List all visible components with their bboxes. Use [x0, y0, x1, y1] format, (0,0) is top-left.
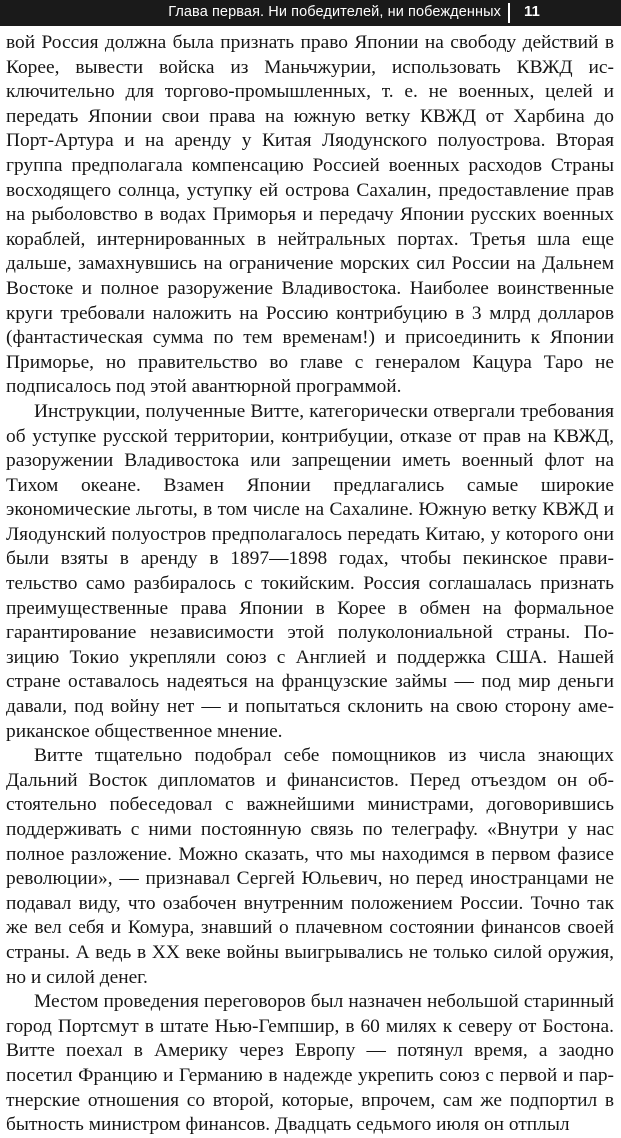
paragraph-4: Местом проведения переговоров был назначен небольшой старинный город Портсмут в штате Нью-Гемпшир, в 60 милях к северу от Бостона. Витте поехал в Америку через Европу — потянул время, а заодно посетил Францию и Германию в надежде укрепить союз с первой и партнерские отношения со второй, которые, впрочем, сам же подпортил в бытность министром финансов. Двадцать седьмого июля он отплыл [6, 991, 614, 1136]
body-text [6, 31, 614, 1138]
page-number: 11 [524, 3, 540, 20]
paragraph-1: вой Россия должна была признать право Японии на свободу действий в Корее, вывести войска из Маньчжурии, использовать КВЖД исключительно для торгово-промышленных, т. е. не военных, целей и передать Японии свои права на южную ветку КВЖД от Харбина до Порт-Артура и на аренду у Китая Ляодунского полуострова. Вторая группа предполагала компенсацию Россией военных расходов Страны восходящего солнца, уступку ей острова Сахалин, предоставление прав на рыболовство в водах Приморья и передачу Японии русских военных кораблей, интернированных в нейтральных портах. Третья шла еще дальше, замахнувшись на ограничение морских сил России на Дальнем Востоке и полное разоружение Владивостока. Наиболее воинственные круги требовали наложить на Россию контрибуцию в 3 млрд долларов (фантастическая сумма по тем временам!) и присоединить к Японии Приморье, но правительство во главе с генералом Кацура Таро не подписалось под этой авантюрной программой. [6, 32, 614, 398]
header-divider [508, 3, 510, 23]
paragraph-3: Витте тщательно подобрал себе помощников из числа знающих Дальний Восток дипломатов и финансистов. Перед отъездом он обстоятельно побеседовал с важнейшими министрами, договорившись поддерживать с ними постоянную связь по телеграфу. «Внутри у нас полное разложение. Можно сказать, что мы находимся в первом фазисе революции», — признавал Сергей Юльевич, но перед иностранцами не подавал виду, что озабочен внутренним положением России. Точно так же вел себя и Комура, знавший о плачевном состоянии финансов своей страны. А ведь в XX веке войны выигрывались не только силой оружия, но и силой денег. [6, 745, 614, 988]
running-header [0, 0, 621, 26]
chapter-title: Глава первая. Ни победителей, ни побежденных [168, 4, 501, 20]
paragraph-2: Инструкции, полученные Витте, категорически отвергали требования об уступке русской территории, контрибуции, отказе от прав на КВЖД, разоружении Владивостока или запрещении иметь военный флот на Тихом океане. Взамен Японии предлагались самые широкие экономические льготы, в том числе на Сахалине. Южную ветку КВЖД и Ляодунский полуостров предполагалось передать Китаю, у которого они были взяты в аренду в 1897—1898 годах, чтобы пекинское правительство само разбиралось с токийским. Россия соглашалась признать преимущественные права Японии в Корее в обмен на формальное гарантирование независимости этой полуколониальной страны. Позицию Токио укрепляли союз с Англией и поддержка США. Нашей стране оставалось надеяться на французские займы — под мир деньги давали, под войну нет — и попытаться склонить на свою сторону американское общественное мнение. [6, 400, 614, 742]
